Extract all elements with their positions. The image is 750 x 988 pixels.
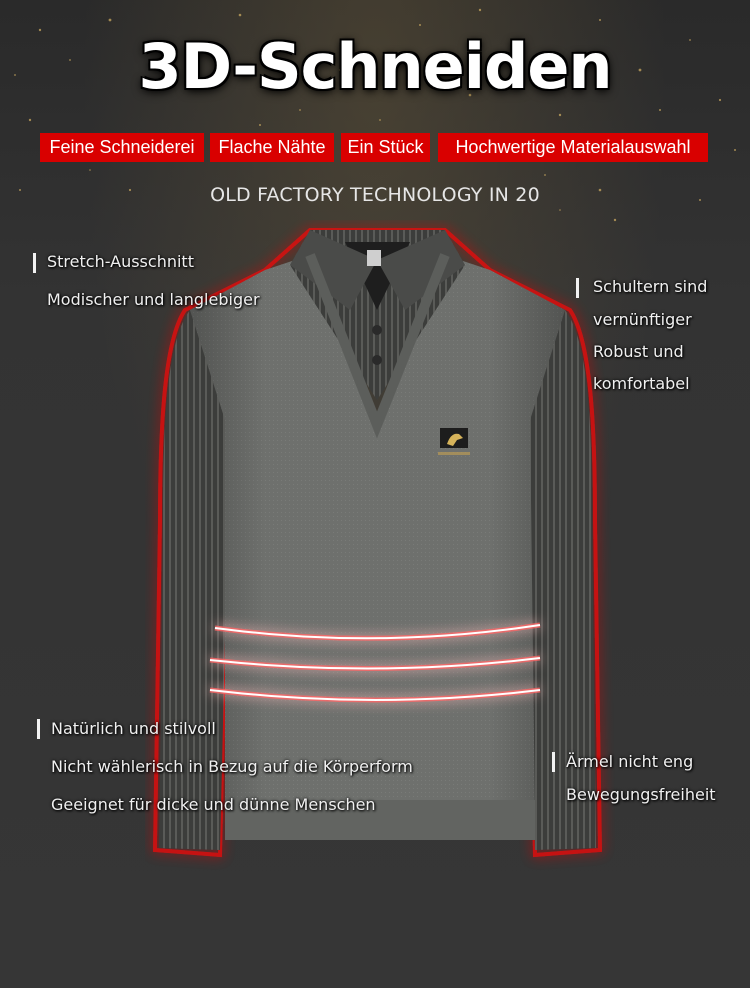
- shoulder-callout-line3: Robust und: [593, 342, 684, 361]
- callout-marker: [576, 278, 579, 298]
- page-title: 3D-Schneiden: [138, 30, 612, 103]
- shoulder-callout-line1: Schultern sind: [593, 277, 708, 296]
- body-callout-line3: Geeignet für dicke und dünne Menschen: [51, 795, 376, 814]
- sleeve-callout-text: Bewegungsfreiheit: [566, 785, 716, 804]
- feature-tags: [40, 133, 720, 163]
- subtitle: OLD FACTORY TECHNOLOGY IN 20: [210, 184, 540, 206]
- tag-quality-material: Hochwertige Materialauswahl: [438, 133, 708, 162]
- tag-one-piece: Ein Stück: [341, 133, 430, 162]
- callout-marker: [552, 752, 555, 772]
- callout-marker: [37, 719, 40, 739]
- shoulder-callout-line2: vernünftiger: [593, 310, 692, 329]
- shoulder-callout-line4: komfortabel: [593, 374, 690, 393]
- body-callout-line2: Nicht wählerisch in Bezug auf die Körperform: [51, 757, 413, 776]
- body-callout-title: Natürlich und stilvoll: [51, 719, 216, 738]
- neck-callout-text: Modischer und langlebiger: [47, 290, 260, 309]
- tag-flat-seams: Flache Nähte: [210, 133, 334, 162]
- tag-fine-tailoring: Feine Schneiderei: [40, 133, 204, 162]
- sleeve-callout-title: Ärmel nicht eng: [566, 752, 694, 771]
- neck-callout-title: Stretch-Ausschnitt: [47, 252, 194, 271]
- callout-marker: [33, 253, 36, 273]
